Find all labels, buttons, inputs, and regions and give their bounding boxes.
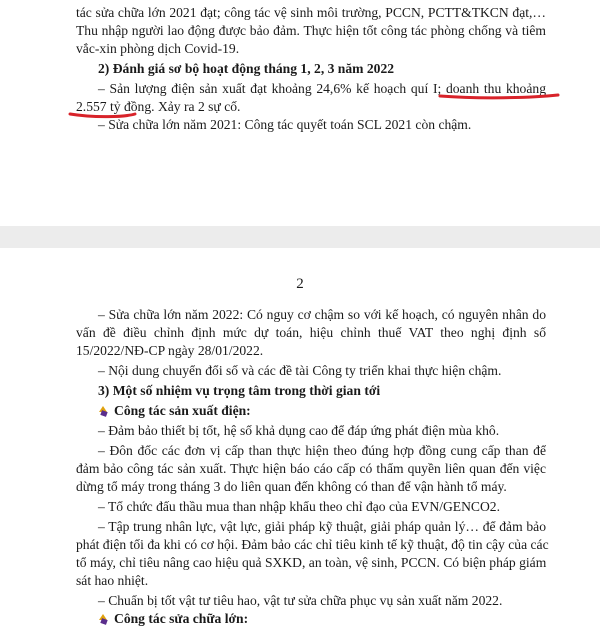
paragraph-line: phát điện tối đa khi có cơ hội. Đảm bảo các chỉ tiêu kinh tế kỹ thuật, độ tin cậy của các [76,537,549,552]
paragraph-line: sát hao nhiệt. [76,573,149,588]
paragraph-line: – Sản lượng điện sản xuất đạt khoảng 24,6% kế hoạch quí I; doanh thu khoảng [98,81,546,96]
paragraph-line: tác sửa chữa lớn 2021 đạt; công tác vệ sinh môi trường, PCCN, PCTT&TKCN đạt,… [76,5,546,20]
paragraph-line: vấn đề điều chỉnh định mức dự toán, hiệu chỉnh thuế VAT theo nghị định số [76,325,546,340]
paragraph-line: – Đôn đốc các đơn vị cấp than thực hiện theo đúng hợp đồng cung cấp than để [98,443,546,458]
paragraph-line: – Sửa chữa lớn năm 2022: Có nguy cơ chậm so với kế hoạch, có nguyên nhân do [98,307,546,322]
page-separator [0,226,600,248]
paragraph-line: – Đảm bảo thiết bị tốt, hệ số khả dụng cao để đáp ứng phát điện mùa khô. [98,423,500,438]
bullet-icon [98,613,108,624]
section-heading-3: 3) Một số nhiệm vụ trọng tâm trong thời gian tới [98,383,381,398]
document-page-2 [0,248,600,626]
paragraph-line: – Tổ chức đấu thầu mua than nhập khẩu theo chỉ đạo của EVN/GENCO2. [98,499,500,514]
paragraph-line: vắc-xin phòng dịch Covid-19. [76,41,240,56]
paragraph-line: Thu nhập người lao động được bảo đảm. Thực hiện tốt công tác phòng chống và tiêm [76,23,546,38]
paragraph-line: – Nội dung chuyển đổi số và các đề tài Công ty triển khai thực hiện chậm. [98,363,502,378]
bullet-icon [98,405,108,416]
subheading-repair [98,610,546,628]
paragraph-line: 15/2022/NĐ-CP ngày 28/01/2022. [76,343,264,358]
paragraph-line: tổ máy, chỉ tiêu nâng cao hiệu quả SXKD, an toàn, vệ sinh, PCCN. Có biện pháp giám [76,555,547,570]
document-page-1 [0,0,600,226]
paragraph-line: 2.557 tỷ đồng. Xảy ra 2 sự cố. [76,99,241,114]
paragraph-line: – Tập trung nhân lực, vật lực, giải pháp kỹ thuật, giải pháp quản lý… để đảm bảo [98,519,546,534]
page-number: 2 [296,276,304,292]
paragraph-line: đảm bảo công tác sản xuất. Thực hiện báo cáo cấp có thẩm quyền liên quan đến việc [76,461,546,476]
paragraph-line: – Chuẩn bị tốt vật tư tiêu hao, vật tư sửa chữa phục vụ sản xuất năm 2022. [98,593,503,608]
section-heading-2: 2) Đánh giá sơ bộ hoạt động tháng 1, 2, 3 năm 2022 [98,61,395,76]
subheading-production [98,402,546,420]
paragraph-line: – Sửa chữa lớn năm 2021: Công tác quyết toán SCL 2021 còn chậm. [98,117,472,132]
subheading-repair-label: Công tác sửa chữa lớn: [114,611,249,626]
subheading-production-label: Công tác sản xuất điện: [114,403,251,418]
paragraph-line: dừng tổ máy trong tháng 3 do liên quan đến không có than để vận hành tổ máy. [76,479,507,494]
